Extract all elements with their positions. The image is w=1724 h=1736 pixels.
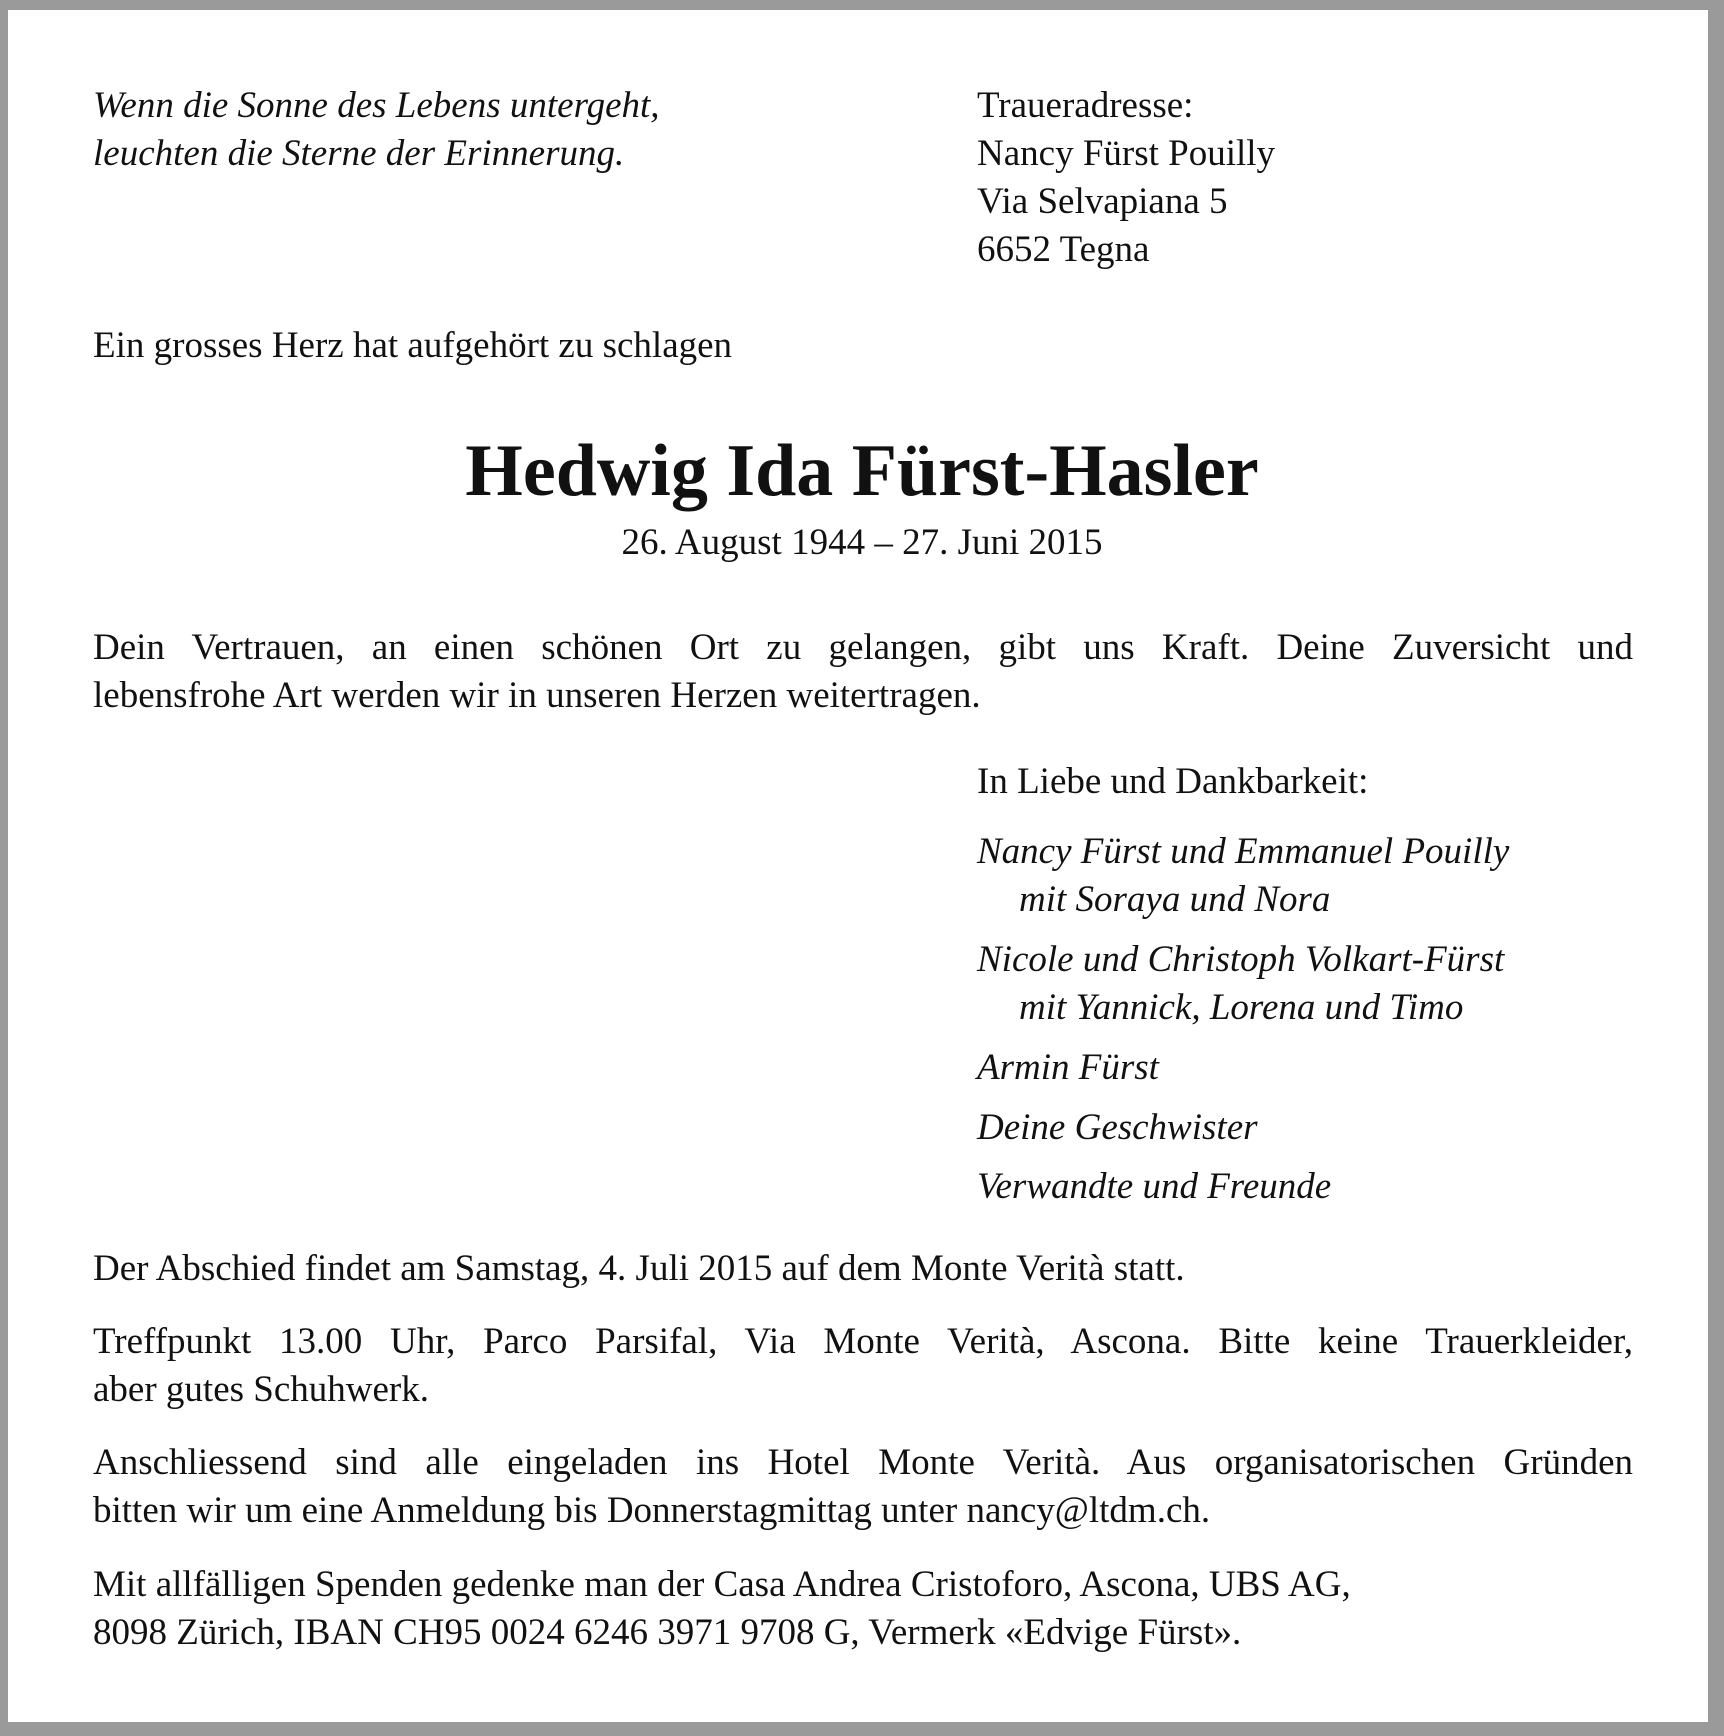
mourner-line: mit Yannick, Lorena und Timo: [1019, 987, 1464, 1028]
life-dates: 26. August 1944 – 27. Juni 2015: [621, 522, 1103, 563]
mourner-line: Nancy Fürst und Emmanuel Pouilly: [977, 831, 1510, 872]
address-label: Traueradresse:: [977, 85, 1194, 126]
meeting-line-1: Treffpunkt 13.00 Uhr, Parco Parsifal, Via Monte Verità, Ascona. Bitte keine Trauerkleider,: [93, 1321, 1633, 1362]
mourner-line: Nicole und Christoph Volkart-Fürst: [977, 939, 1505, 980]
motto: [93, 82, 660, 178]
mourning-address: [977, 82, 1275, 274]
message-line-1: Dein Vertrauen, an einen schönen Ort zu gelangen, gibt uns Kraft. Deine Zuversicht und: [93, 627, 1633, 668]
address-city: 6652 Tegna: [977, 229, 1150, 270]
message-paragraph: [93, 624, 1633, 720]
reception-paragraph: [93, 1439, 1633, 1535]
meeting-line-2: aber gutes Schuhwerk.: [93, 1369, 429, 1410]
donations-line-1: Mit allfälligen Spenden gedenke man der Casa Andrea Cristoforo, Ascona, UBS AG,: [93, 1564, 1351, 1605]
deceased-name: Hedwig Ida Fürst-Hasler: [465, 430, 1259, 512]
message-line-2: lebensfrohe Art werden wir in unseren Herzen weitertragen.: [93, 675, 981, 716]
motto-line-1: Wenn die Sonne des Lebens untergeht,: [93, 85, 660, 126]
donations-line-2: 8098 Zürich, IBAN CH95 0024 6246 3971 9708 G, Vermerk «Edvige Fürst».: [93, 1612, 1242, 1653]
mourners-group-5: Verwandte und Freunde: [977, 1166, 1332, 1207]
farewell-text: Der Abschied findet am Samstag, 4. Juli 2015 auf dem Monte Verità statt.: [93, 1248, 1185, 1289]
mourners-group-3: Armin Fürst: [977, 1047, 1159, 1088]
donations-paragraph: [93, 1561, 1351, 1657]
meeting-paragraph: [93, 1318, 1633, 1414]
mourners-group-4: Deine Geschwister: [977, 1107, 1258, 1148]
address-street: Via Selvapiana 5: [977, 181, 1228, 222]
intro-text: Ein grosses Herz hat aufgehört zu schlagen: [93, 325, 733, 366]
mourners-group-1: [977, 828, 1509, 924]
motto-line-2: leuchten die Sterne der Erinnerung.: [93, 133, 625, 174]
mourner-line: mit Soraya und Nora: [1019, 879, 1331, 920]
mourners-heading: In Liebe und Dankbarkeit:: [977, 761, 1369, 802]
reception-line-2: bitten wir um eine Anmeldung bis Donnerstagmittag unter nancy@ltdm.ch.: [93, 1490, 1211, 1531]
reception-line-1: Anschliessend sind alle eingeladen ins Hotel Monte Verità. Aus organisatorischen Gründen: [93, 1442, 1633, 1483]
mourners-group-2: [977, 936, 1504, 1032]
address-name: Nancy Fürst Pouilly: [977, 133, 1276, 174]
